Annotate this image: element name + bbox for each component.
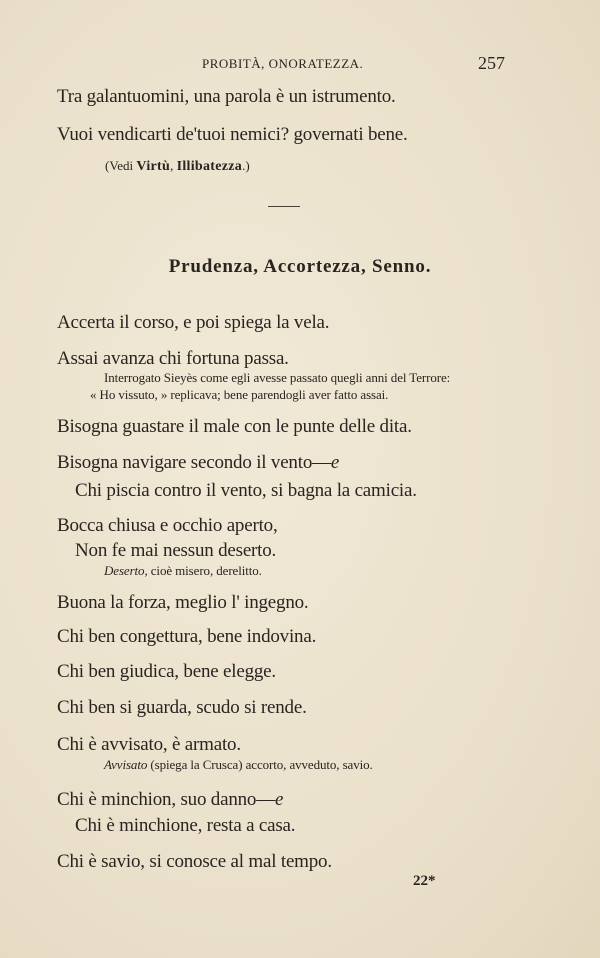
proverb-line [57, 452, 339, 474]
section-divider [268, 206, 300, 207]
cross-reference-prefix: (Vedi [105, 158, 137, 173]
proverb-line: Chi piscia contro il vento, si bagna la camicia. [75, 480, 417, 501]
page-header [0, 53, 600, 80]
proverb-line: Chi è savio, si conosce al mal tempo. [57, 851, 332, 872]
conjunction: e [330, 452, 340, 473]
proverb-line: Assai avanza chi fortuna passa. [57, 348, 289, 369]
proverb-line: Tra galantuomini, una parola è un istrumento. [57, 86, 396, 107]
proverb-line: Vuoi vendicarti de'tuoi nemici? governati bene. [57, 124, 408, 145]
proverb-text: Chi è minchion, suo danno— [57, 789, 276, 810]
proverb-line: Chi è minchione, resta a casa. [75, 815, 296, 836]
note-term: Avvisato [104, 757, 148, 772]
proverb-line: Chi è avvisato, è armato. [57, 734, 241, 755]
proverb-note: « Ho vissuto, » replicava; bene parendogli aver fatto assai. [90, 387, 389, 402]
proverb-line: Chi ben giudica, bene elegge. [57, 661, 276, 682]
cross-reference-term: Illibatezza [176, 159, 243, 174]
proverb-note: Interrogato Sieyès come egli avesse passato quegli anni del Terrore: [104, 370, 451, 385]
note-text: (spiega la Crusca) accorto, avveduto, savio. [147, 757, 373, 772]
note-text: cioè misero, derelitto. [147, 563, 262, 578]
section-title: Prudenza, Accortezza, Senno. [168, 256, 432, 277]
proverb-text: Bisogna navigare secondo il vento— [57, 452, 331, 473]
proverb-line: Buona la forza, meglio l' ingegno. [57, 592, 309, 613]
note-term: Deserto, [104, 563, 148, 578]
proverb-line [57, 789, 283, 811]
conjunction: e [275, 789, 284, 810]
proverb-line: Chi ben si guarda, scudo si rende. [57, 697, 307, 718]
proverb-line: Non fe mai nessun deserto. [75, 540, 277, 561]
running-head: PROBITÀ, ONORATEZZA. [202, 56, 364, 71]
proverb-line: Bocca chiusa e occhio aperto, [57, 515, 278, 536]
proverb-note [104, 757, 373, 773]
proverb-line: Chi ben congettura, bene indovina. [57, 626, 317, 647]
cross-reference-term: Virtù [136, 159, 171, 174]
printer-signature: 22* [413, 873, 436, 889]
cross-reference-suffix: .) [242, 158, 250, 173]
proverb-line: Bisogna guastare il male con le punte delle dita. [57, 416, 412, 437]
proverb-line: Accerta il corso, e poi spiega la vela. [57, 312, 330, 333]
cross-reference [105, 158, 250, 175]
proverb-note [104, 563, 262, 579]
page-number: 257 [478, 53, 505, 73]
cross-reference-separator: , [170, 158, 177, 173]
